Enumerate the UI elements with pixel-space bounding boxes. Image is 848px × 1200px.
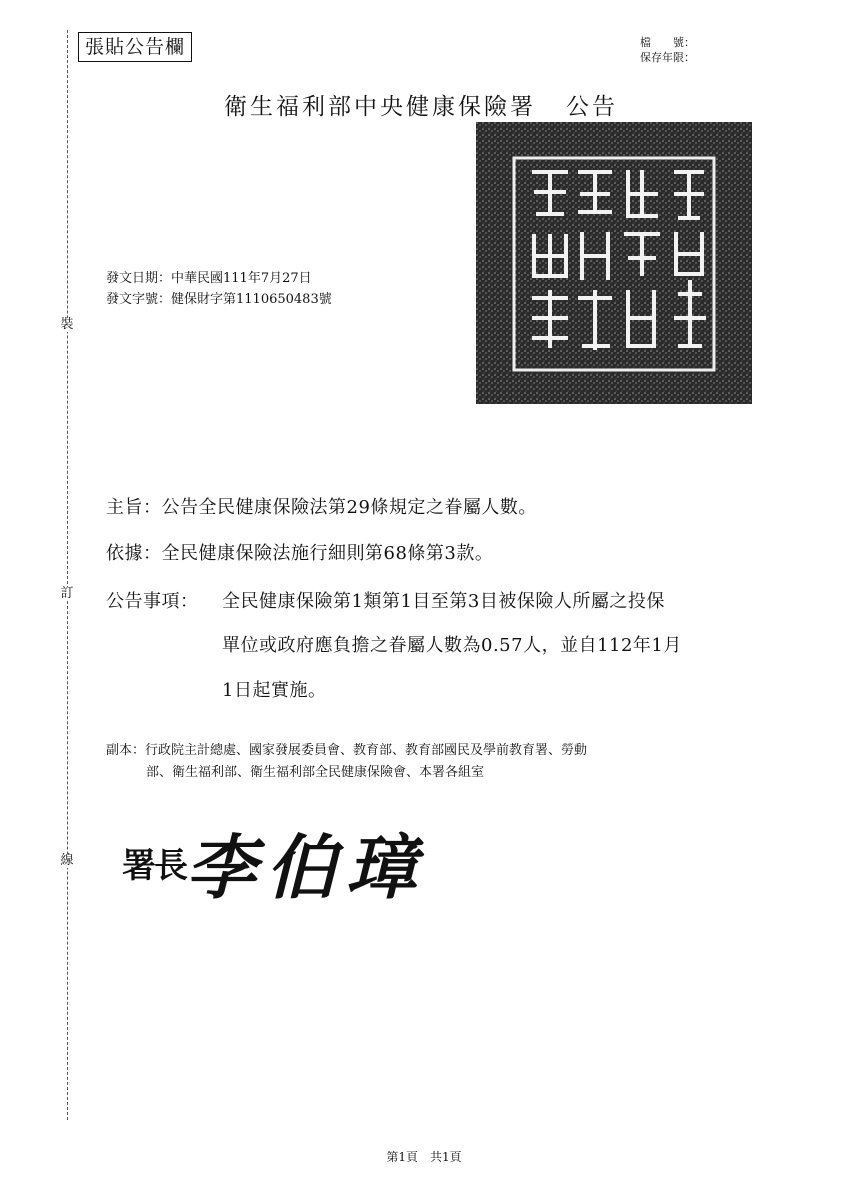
binding-mark-ding: 訂 (58, 587, 76, 601)
retention-period-label: 保存年限： (640, 51, 695, 64)
binding-mark-zhuang: 裝 (58, 318, 76, 332)
file-number-label: 檔 號： (640, 36, 695, 49)
notice-board-label: 張貼公告欄 (78, 32, 192, 62)
issue-number: 發文字號：健保財字第1110650483號 (106, 292, 332, 307)
notice-items-label: 公告事項： (106, 591, 199, 612)
issue-date: 發文日期：中華民國111年7月27日 (106, 271, 312, 286)
binding-mark-xian: 線 (58, 854, 76, 868)
official-seal (476, 122, 752, 404)
signatory-signature: 李伯璋 (186, 826, 426, 909)
agency-name: 衛生福利部中央健康保險署 (224, 94, 536, 120)
notice-items-line-1: 全民健康保險第1類第1目至第3目被保險人所屬之投保 (222, 591, 665, 612)
document-title (224, 88, 618, 121)
cc-line-2: 部、衛生福利部、衛生福利部全民健康保險會、本署各組室 (146, 765, 485, 780)
notice-items-line-2: 單位或政府應負擔之眷屬人數為0.57人，並自112年1月 (222, 635, 682, 656)
cc-line-1: 副本：行政院主計總處、國家發展委員會、教育部、教育部國民及學前教育署、勞動 (106, 743, 588, 758)
document-type: 公告 (566, 94, 618, 120)
page-number: 第1頁 共1頁 (386, 1150, 462, 1164)
signatory-title: 署長 (122, 846, 186, 886)
signature-block (122, 812, 426, 913)
binding-line (67, 30, 68, 1120)
subject-line: 主旨：公告全民健康保險法第29條規定之眷屬人數。 (106, 497, 537, 518)
basis-line: 依據：全民健康保險法施行細則第68條第3款。 (106, 543, 494, 564)
notice-items-line-3: 1日起實施。 (222, 680, 327, 701)
